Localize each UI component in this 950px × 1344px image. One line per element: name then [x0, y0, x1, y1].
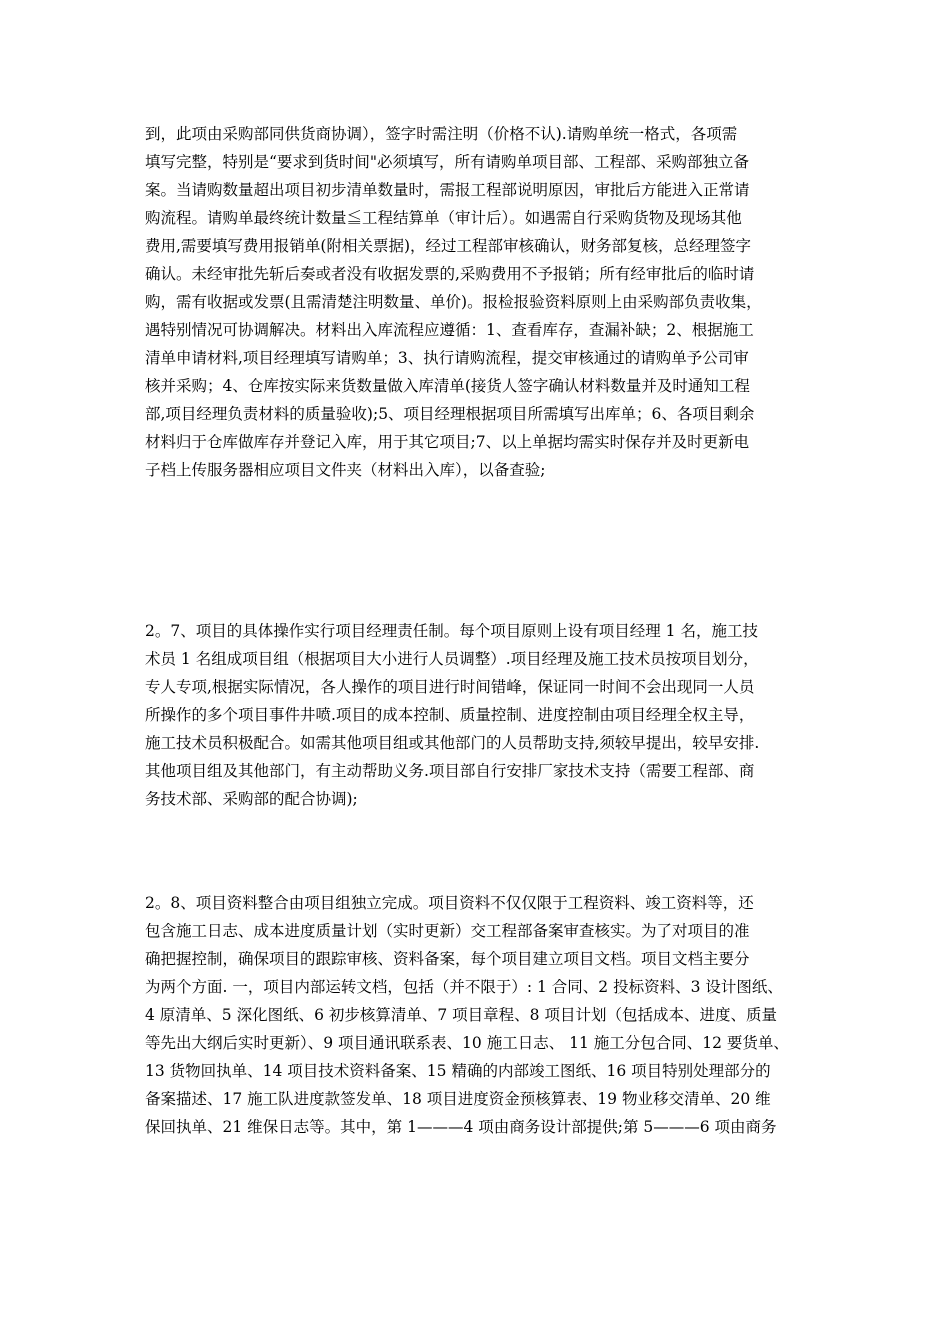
text-line: 费用,需要填写费用报销单(附相关票据)，经过工程部审核确认，财务部复核，总经理签字 [145, 237, 752, 255]
paragraph-section-2-7 [145, 617, 810, 813]
text-line: 到，此项由采购部同供货商协调），签字时需注明（价格不认).请购单统一格式，各项需 [145, 125, 738, 143]
text-line: 购，需有收据或发票(且需清楚注明数量、单价)。报检报验资料原则上由采购部负责收集， [145, 293, 762, 311]
text-line: 所操作的多个项目事件井喷.项目的成本控制、质量控制、进度控制由项目经理全权主导， [145, 706, 755, 724]
text-line: 2。8、项目资料整合由项目组独立完成。项目资料不仅仅限于工程资料、竣工资料等，还 [145, 894, 754, 912]
text-line: 等先出大纲后实时更新）、9 项目通讯联系表、10 施工日志、 11 施工分包合同、12 要货单、 [145, 1034, 789, 1052]
text-line: 包含施工日志、成本进度质量计划（实时更新）交工程部备案审查核实。为了对项目的准 [145, 922, 750, 940]
text-line: 清单申请材料,项目经理填写请购单；3、执行请购流程，提交审核通过的请购单予公司审 [145, 349, 749, 367]
text-line: 子档上传服务器相应项目文件夹（材料出入库），以备查验; [145, 461, 546, 479]
text-line: 施工技术员积极配合。如需其他项目组或其他部门的人员帮助支持,须较早提出，较早安排. [145, 734, 760, 752]
paragraph-section-2-8 [145, 889, 810, 1141]
text-line: 4 原清单、5 深化图纸、6 初步核算清单、7 项目章程、8 项目计划（包括成本、进度、质量 [145, 1006, 777, 1024]
text-line: 购流程。请购单最终统计数量≦工程结算单（审计后）。如遇需自行采购货物及现场其他 [145, 209, 742, 227]
text-line: 专人专项,根据实际情况，各人操作的项目进行时间错峰，保证同一时间不会出现同一人员 [145, 678, 755, 696]
text-line: 确把握控制，确保项目的跟踪审核、资料备案，每个项目建立项目文档。项目文档主要分 [145, 950, 750, 968]
text-line: 确认。未经审批先斩后奏或者没有收据发票的,采购费用不予报销；所有经审批后的临时请 [145, 265, 755, 283]
text-line: 备案描述、17 施工队进度款签发单、18 项目进度资金预核算表、19 物业移交清单、20 维 [145, 1090, 771, 1108]
text-line: 务技术部、采购部的配合协调); [145, 790, 358, 808]
text-line: 保回执单、21 维保日志等。其中，第 1———4 项由商务设计部提供;第 5———6 项由商务 [145, 1118, 777, 1136]
text-line: 2。7、项目的具体操作实行项目经理责任制。每个项目原则上设有项目经理 1 名，施工技 [145, 622, 758, 640]
text-line: 部,项目经理负责材料的质量验收);5、项目经理根据项目所需填写出库单；6、各项目剩余 [145, 405, 755, 423]
text-line: 为两个方面. 一，项目内部运转文档，包括（并不限于）: 1 合同、2 投标资料、3 设计图纸、 [145, 978, 783, 996]
text-line: 填写完整，特别是“要求到货时间"必须填写，所有请购单项目部、工程部、采购部独立备 [145, 153, 750, 171]
text-line: 其他项目组及其他部门，有主动帮助义务.项目部自行安排厂家技术支持（需要工程部、商 [145, 762, 755, 780]
text-line: 13 货物回执单、14 项目技术资料备案、15 精确的内部竣工图纸、16 项目特别处理部分的 [145, 1062, 771, 1080]
text-line: 术员 1 名组成项目组（根据项目大小进行人员调整）.项目经理及施工技术员按项目划分， [145, 650, 759, 668]
paragraph-procurement-process [145, 120, 810, 484]
text-line: 案。当请购数量超出项目初步清单数量时，需报工程部说明原因，审批后方能进入正常请 [145, 181, 750, 199]
text-line: 遇特别情况可协调解决。材料出入库流程应遵循：1、查看库存，查漏补缺；2、根据施工 [145, 321, 754, 339]
text-line: 核并采购；4、仓库按实际来货数量做入库清单(接货人签字确认材料数量并及时通知工程 [145, 377, 750, 395]
text-line: 材料归于仓库做库存并登记入库，用于其它项目;7、以上单据均需实时保存并及时更新电 [145, 433, 750, 451]
